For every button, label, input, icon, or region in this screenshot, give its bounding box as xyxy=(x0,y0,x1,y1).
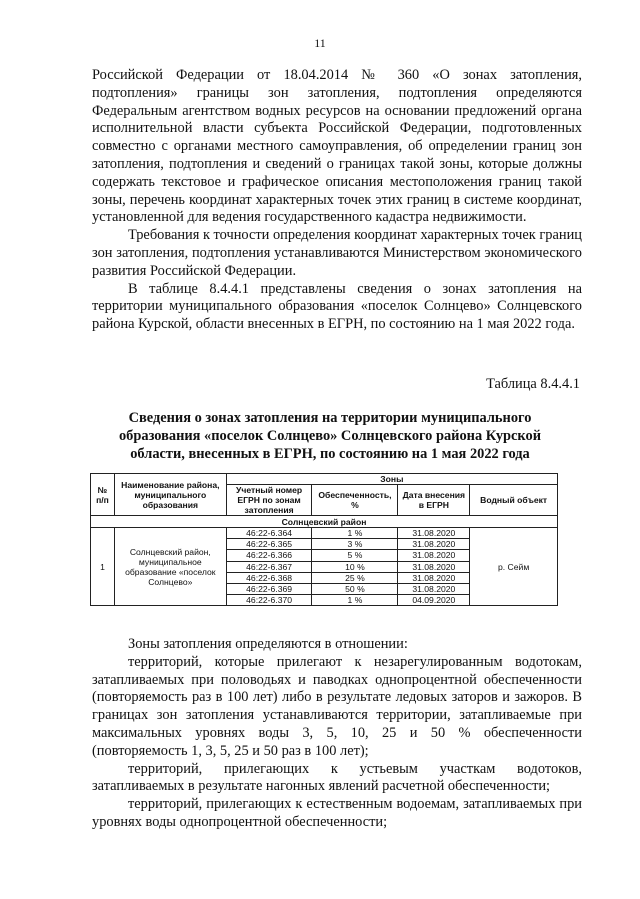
zones-table xyxy=(90,473,558,606)
paragraph-table-intro: В таблице 8.4.4.1 представлены сведения о зонах затопления на территории муниципального образования «поселок Солнцево» Солнцевского района Курской, области внесенных в ЕГРН, по состоянию на 1 мая 2022 года. xyxy=(92,280,582,333)
header-date: Дата внесения в ЕГРН xyxy=(398,485,470,516)
cell-name: Солнцевский район, муниципальное образование «поселок Солнцево» xyxy=(114,528,226,606)
cell-prob: 1 % xyxy=(312,528,398,539)
paragraph-zones-item-2: территорий, прилегающих к устьевым участкам водотоков, затапливаемых в результате нагонных явлений расчетной обеспеченности; xyxy=(92,760,582,795)
header-prob: Обеспеченность, % xyxy=(312,485,398,516)
cell-date: 31.08.2020 xyxy=(398,528,470,539)
cell-date: 04.09.2020 xyxy=(398,595,470,606)
cell-reg: 46:22-6.369 xyxy=(226,583,312,594)
cell-prob: 25 % xyxy=(312,572,398,583)
cell-date: 31.08.2020 xyxy=(398,572,470,583)
cell-date: 31.08.2020 xyxy=(398,561,470,572)
cell-reg: 46:22-6.368 xyxy=(226,572,312,583)
body-text-bottom xyxy=(92,636,582,832)
header-name: Наименование района, муниципального образования xyxy=(114,474,226,516)
cell-prob: 5 % xyxy=(312,550,398,561)
body-text-top xyxy=(92,67,582,334)
paragraph-zones-item-1: территорий, которые прилегают к незарегулированным водотокам, затапливаемых при половодьях и паводках однопроцентной обеспеченности (повторяемость раз в 100 лет) либо в результате ледовых заторов и зажоров. В границах зон затопления устанавливаются территории, затапливаемые при максимальных уровнях воды 3, 5, 10, 25 и 50 % обеспеченности (повторяемость 1, 3, 5, 25 и 50 раз в 100 лет); xyxy=(92,653,582,759)
cell-reg: 46:22-6.365 xyxy=(226,539,312,550)
cell-water: р. Сейм xyxy=(470,528,558,606)
cell-reg: 46:22-6.367 xyxy=(226,561,312,572)
paragraph-accuracy: Требования к точности определения координат характерных точек границ зон затопления, подтопления устанавливаются Министерством экономического развития Российской Федерации. xyxy=(92,227,582,279)
cell-prob: 10 % xyxy=(312,561,398,572)
cell-date: 31.08.2020 xyxy=(398,550,470,561)
cell-reg: 46:22-6.370 xyxy=(226,595,312,606)
table-title: Сведения о зонах затопления на территории муниципального образования «поселок Солнцево» Солнцевского района Курской области, внесенных в ЕГРН, по состоянию на 1 мая 2022 года xyxy=(118,410,541,462)
cell-reg: 46:22-6.366 xyxy=(226,550,312,561)
header-num: № п/п xyxy=(91,474,115,516)
header-water: Водный объект xyxy=(470,485,558,516)
paragraph-continuation: Российской Федерации от 18.04.2014 № 360 «О зонах затопления, подтопления» границы зон затопления, подтопления определяются Федеральным агентством водных ресурсов на основании предложений органа исполнительной власти субъекта Российской Федерации, подготовленных совместно с органами местного самоуправления, об определении границ зон затопления, подтопления и сведений о границах такой зоны, которые должны содержать текстовое и графическое описания местоположения границ такой зоны, перечень координат характерных точек этих границ в системе координат, установленной для ведения государственного кадастра недвижимости. xyxy=(92,67,582,226)
table-label: Таблица 8.4.4.1 xyxy=(486,376,580,392)
region-row: Солнцевский район xyxy=(91,516,558,528)
cell-prob: 1 % xyxy=(312,595,398,606)
paragraph-zones-intro: Зоны затопления определяются в отношении: xyxy=(128,636,408,652)
header-zones: Зоны xyxy=(226,474,557,485)
table-row xyxy=(91,528,558,539)
cell-reg: 46:22-6.364 xyxy=(226,528,312,539)
cell-prob: 3 % xyxy=(312,539,398,550)
page-number: 11 xyxy=(314,36,326,50)
header-reg: Учетный номер ЕГРН по зонам затопления xyxy=(226,485,312,516)
paragraph-zones-item-3: территорий, прилегающих к естественным водоемам, затапливаемых при уровнях воды однопроцентной обеспеченности; xyxy=(92,796,582,830)
cell-prob: 50 % xyxy=(312,583,398,594)
cell-date: 31.08.2020 xyxy=(398,583,470,594)
cell-num: 1 xyxy=(91,528,115,606)
cell-date: 31.08.2020 xyxy=(398,539,470,550)
